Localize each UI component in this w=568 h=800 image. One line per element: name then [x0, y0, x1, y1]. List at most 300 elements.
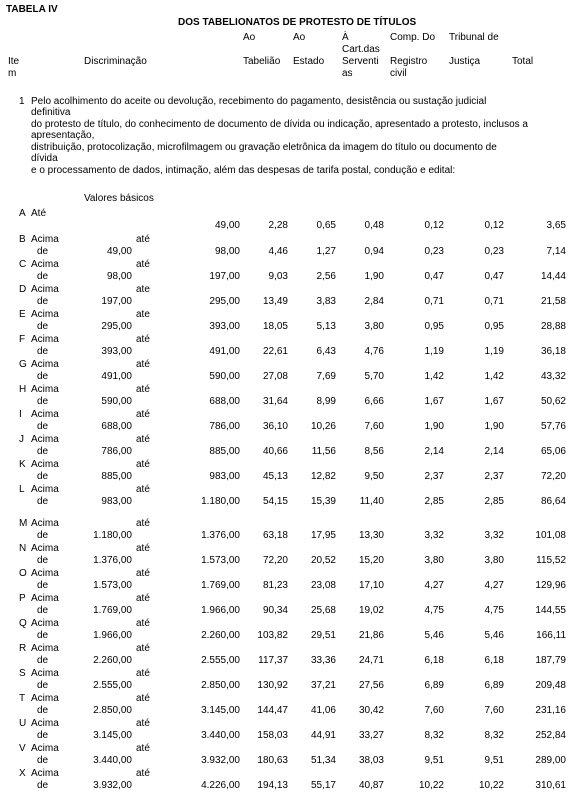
row-label-acima: Acima — [31, 743, 59, 754]
cell-cart: 9,50 — [364, 471, 384, 482]
row-from: 2.850,00 — [93, 705, 132, 716]
cell-total: 65,06 — [540, 446, 566, 457]
cell-tribunal: 1,42 — [484, 371, 504, 382]
cell-estado: 3,83 — [316, 296, 336, 307]
cell-comp: 0,12 — [424, 220, 444, 231]
cell-tabeliao: 130,92 — [257, 680, 288, 691]
cell-tribunal: 9,51 — [484, 755, 504, 766]
row-from: 2.260,00 — [93, 655, 132, 666]
cell-tribunal: 3,80 — [484, 555, 504, 566]
row-label-acima: Acima — [31, 334, 59, 345]
cell-comp: 1,19 — [424, 346, 444, 357]
cell-comp: 5,46 — [424, 630, 444, 641]
row-label-acima: Acima — [31, 484, 59, 495]
row-label-de: de — [37, 296, 49, 307]
cell-total: 57,76 — [540, 421, 566, 432]
header-comp-3: civil — [390, 68, 407, 79]
valores-basicos-label: Valores básicos — [84, 193, 154, 204]
row-from: 1.769,00 — [93, 605, 132, 616]
cell-total: 28,88 — [540, 321, 566, 332]
row-letter: J — [19, 434, 24, 445]
table-title: DOS TABELIONATOS DE PROTESTO DE TÍTULOS — [178, 17, 417, 28]
cell-total: 43,32 — [540, 371, 566, 382]
cell-cart: 8,56 — [364, 446, 384, 457]
cell-comp: 7,60 — [424, 705, 444, 716]
row-label-de: de — [37, 555, 49, 566]
row-from: 1.966,00 — [93, 630, 132, 641]
row-to: 3.145,00 — [201, 705, 240, 716]
row-label-de: de — [37, 680, 49, 691]
description-line-4: apresentação, — [31, 130, 95, 141]
row-from: 393,00 — [101, 346, 132, 357]
row-letter: I — [19, 409, 22, 420]
row-letter: N — [19, 543, 27, 554]
cell-estado: 20,52 — [310, 555, 336, 566]
cell-estado: 11,56 — [311, 446, 336, 457]
row-label-de: de — [37, 421, 49, 432]
cell-total: 21,58 — [540, 296, 566, 307]
cell-tabeliao: 36,10 — [262, 421, 288, 432]
cell-comp: 0,71 — [424, 296, 444, 307]
cell-total: 289,00 — [535, 755, 566, 766]
cell-cart: 2,84 — [364, 296, 384, 307]
row-label-ate: ate — [136, 284, 150, 295]
cell-total: 101,08 — [535, 530, 566, 541]
row-label-de: de — [37, 605, 49, 616]
row-label-ate: até — [136, 768, 150, 779]
row-to: 2.850,00 — [201, 680, 240, 691]
row-letter: K — [19, 459, 26, 470]
row-label-de: de — [37, 271, 49, 282]
cell-total: 14,44 — [540, 271, 566, 282]
row-limit: 49,00 — [214, 220, 240, 231]
row-label-de: de — [37, 780, 49, 791]
description-line-2: definitiva — [31, 107, 71, 118]
row-label-de: de — [37, 630, 49, 641]
cell-estado: 2,56 — [316, 271, 336, 282]
row-label-acima: Acima — [31, 618, 59, 629]
row-label-ate: até — [136, 543, 150, 554]
row-letter: V — [19, 743, 26, 754]
cell-comp: 2,14 — [424, 446, 444, 457]
cell-total: 209,48 — [535, 680, 566, 691]
cell-tabeliao: 72,20 — [262, 555, 288, 566]
row-label-ate: até — [136, 568, 150, 579]
cell-cart: 4,76 — [364, 346, 384, 357]
row-to: 885,00 — [209, 446, 240, 457]
row-label-de: de — [37, 446, 49, 457]
cell-comp: 2,85 — [424, 496, 444, 507]
cell-estado: 1,27 — [316, 246, 336, 257]
row-letter: D — [19, 284, 27, 295]
row-label-acima: Acima — [31, 543, 59, 554]
cell-tribunal: 0,47 — [484, 271, 504, 282]
row-label-acima: Acima — [31, 259, 59, 270]
cell-comp: 4,75 — [424, 605, 444, 616]
row-letter: Q — [19, 618, 27, 629]
header-total: Total — [512, 56, 534, 67]
cell-comp: 3,80 — [424, 555, 444, 566]
row-label-ate: até — [136, 359, 150, 370]
cell-estado: 25,68 — [310, 605, 336, 616]
cell-tribunal: 6,89 — [484, 680, 504, 691]
row-label-de: de — [37, 705, 49, 716]
header-comp-2: Registro — [390, 56, 428, 67]
cell-tribunal: 6,18 — [484, 655, 504, 666]
row-from: 590,00 — [101, 396, 132, 407]
row-to: 590,00 — [209, 371, 240, 382]
row-to: 983,00 — [209, 471, 240, 482]
header-item-2: m — [8, 68, 17, 79]
cell-comp: 1,42 — [424, 371, 444, 382]
header-cart-1: À — [342, 32, 349, 43]
row-from: 49,00 — [106, 246, 132, 257]
cell-cart: 33,27 — [358, 730, 384, 741]
cell-total: 3,65 — [546, 220, 566, 231]
description-line-7: e o processamento de dados, intimação, além das despesas de tarifa postal, condução e edital: — [31, 165, 456, 176]
cell-tabeliao: 144,47 — [257, 705, 288, 716]
item-number: 1 — [19, 96, 25, 107]
cell-comp: 3,32 — [424, 530, 444, 541]
row-to: 2.260,00 — [201, 630, 240, 641]
cell-comp: 0,47 — [424, 271, 444, 282]
cell-cart: 30,42 — [358, 705, 384, 716]
row-label-acima: Acima — [31, 234, 59, 245]
cell-cart: 3,80 — [364, 321, 384, 332]
header-tribunal-1: Tribunal de — [449, 32, 499, 43]
cell-total: 36,18 — [540, 346, 566, 357]
row-label-de: de — [37, 246, 49, 257]
row-letter: S — [19, 668, 26, 679]
row-to: 1.180,00 — [201, 496, 240, 507]
row-label-ate: até — [136, 334, 150, 345]
row-label-de: de — [37, 730, 49, 741]
cell-tabeliao: 117,37 — [258, 655, 288, 666]
description-line-5: distribuição, protocolização, microfilmagem ou gravação eletrônica da imagem do título ou documento de — [31, 142, 497, 153]
header-estado-2: Estado — [293, 56, 325, 67]
cell-total: 86,64 — [540, 496, 566, 507]
cell-estado: 55,17 — [310, 780, 336, 791]
cell-tribunal: 0,71 — [484, 296, 504, 307]
row-label-ate: até — [136, 593, 150, 604]
row-letter: A — [19, 208, 26, 219]
row-letter: L — [19, 484, 25, 495]
header-tabeliao-1: Ao — [243, 32, 256, 43]
header-estado-1: Ao — [293, 32, 306, 43]
row-to: 1.573,00 — [201, 555, 240, 566]
row-to: 491,00 — [209, 346, 240, 357]
cell-estado: 10,26 — [310, 421, 336, 432]
row-label-acima: Acima — [31, 434, 59, 445]
row-label-ate: até — [136, 643, 150, 654]
cell-estado: 41,06 — [310, 705, 336, 716]
cell-cart: 15,20 — [358, 555, 384, 566]
row-letter: G — [19, 359, 27, 370]
cell-tabeliao: 158,03 — [257, 730, 288, 741]
row-label-ate: até — [136, 409, 150, 420]
row-label-acima: Acima — [31, 668, 59, 679]
cell-estado: 51,34 — [310, 755, 336, 766]
row-letter: C — [19, 259, 27, 270]
cell-estado: 17,95 — [310, 530, 336, 541]
row-label-acima: Acima — [31, 718, 59, 729]
cell-cart: 21,86 — [358, 630, 384, 641]
row-label-ate: Até — [31, 208, 47, 219]
row-letter: R — [19, 643, 27, 654]
row-to: 197,00 — [209, 271, 240, 282]
cell-estado: 23,08 — [310, 580, 336, 591]
header-item-1: Ite — [8, 56, 20, 67]
row-letter: E — [19, 309, 26, 320]
row-label-de: de — [37, 471, 49, 482]
cell-tribunal: 4,27 — [484, 580, 504, 591]
cell-estado: 37,21 — [310, 680, 336, 691]
row-to: 688,00 — [209, 396, 240, 407]
cell-tabeliao: 27,08 — [262, 371, 288, 382]
cell-estado: 0,65 — [316, 220, 336, 231]
cell-total: 129,96 — [535, 580, 566, 591]
row-label-ate: ate — [136, 309, 150, 320]
cell-tribunal: 0,95 — [484, 321, 504, 332]
row-label-ate: até — [136, 434, 150, 445]
row-label-acima: Acima — [31, 309, 59, 320]
table-label: TABELA IV — [6, 4, 58, 15]
row-from: 2.555,00 — [93, 680, 132, 691]
cell-comp: 1,90 — [424, 421, 444, 432]
row-label-de: de — [37, 755, 49, 766]
cell-comp: 1,67 — [424, 396, 444, 407]
row-label-ate: até — [136, 459, 150, 470]
cell-tabeliao: 13,49 — [262, 296, 288, 307]
cell-tabeliao: 194,13 — [257, 780, 288, 791]
cell-cart: 11,40 — [359, 496, 384, 507]
row-label-ate: até — [136, 718, 150, 729]
row-to: 1.769,00 — [201, 580, 240, 591]
cell-tribunal: 8,32 — [484, 730, 504, 741]
cell-cart: 1,90 — [364, 271, 384, 282]
cell-tribunal: 1,90 — [484, 421, 504, 432]
row-from: 1.180,00 — [93, 530, 132, 541]
cell-tribunal: 0,23 — [484, 246, 504, 257]
cell-total: 187,79 — [535, 655, 566, 666]
cell-tribunal: 10,22 — [478, 780, 504, 791]
cell-cart: 0,48 — [364, 220, 384, 231]
cell-comp: 6,18 — [424, 655, 444, 666]
cell-tabeliao: 103,82 — [257, 630, 288, 641]
cell-comp: 6,89 — [424, 680, 444, 691]
row-letter: U — [19, 718, 27, 729]
cell-tabeliao: 22,61 — [262, 346, 288, 357]
row-from: 3.145,00 — [93, 730, 132, 741]
cell-estado: 29,51 — [310, 630, 336, 641]
cell-comp: 10,22 — [418, 780, 444, 791]
cell-total: 310,61 — [535, 780, 566, 791]
cell-total: 50,62 — [540, 396, 566, 407]
row-to: 4.226,00 — [201, 780, 240, 791]
row-label-ate: até — [136, 234, 150, 245]
cell-tabeliao: 2,28 — [268, 220, 288, 231]
header-tabeliao-2: Tabelião — [243, 56, 281, 67]
header-discriminacao: Discriminação — [84, 56, 147, 67]
cell-total: 72,20 — [540, 471, 566, 482]
row-from: 3.932,00 — [93, 780, 132, 791]
row-letter: O — [19, 568, 27, 579]
row-to: 1.376,00 — [201, 530, 240, 541]
row-label-ate: até — [136, 384, 150, 395]
row-to: 2.555,00 — [201, 655, 240, 666]
row-to: 295,00 — [209, 296, 240, 307]
cell-total: 7,14 — [546, 246, 566, 257]
row-from: 197,00 — [101, 296, 132, 307]
cell-cart: 24,71 — [358, 655, 384, 666]
cell-estado: 15,39 — [310, 496, 336, 507]
cell-total: 231,16 — [535, 705, 566, 716]
row-to: 1.966,00 — [201, 605, 240, 616]
cell-total: 252,84 — [535, 730, 566, 741]
header-cart-2: Cart.das — [342, 44, 380, 55]
cell-comp: 9,51 — [424, 755, 444, 766]
cell-comp: 2,37 — [424, 471, 444, 482]
cell-cart: 0,94 — [364, 246, 384, 257]
cell-tabeliao: 180,63 — [257, 755, 288, 766]
row-label-acima: Acima — [31, 593, 59, 604]
row-letter: M — [19, 518, 28, 529]
row-letter: H — [19, 384, 27, 395]
row-from: 1.376,00 — [93, 555, 132, 566]
cell-estado: 5,13 — [316, 321, 336, 332]
cell-cart: 40,87 — [358, 780, 384, 791]
row-label-acima: Acima — [31, 643, 59, 654]
row-to: 3.932,00 — [201, 755, 240, 766]
row-label-de: de — [37, 530, 49, 541]
cell-estado: 7,69 — [316, 371, 336, 382]
cell-cart: 7,60 — [364, 421, 384, 432]
cell-tribunal: 0,12 — [484, 220, 504, 231]
row-label-ate: até — [136, 484, 150, 495]
header-tribunal-2: Justiça — [449, 56, 481, 67]
row-to: 98,00 — [214, 246, 240, 257]
row-label-de: de — [37, 371, 49, 382]
cell-tabeliao: 45,13 — [262, 471, 288, 482]
cell-total: 115,52 — [536, 555, 566, 566]
row-letter: P — [19, 593, 26, 604]
cell-tribunal: 1,19 — [484, 346, 504, 357]
row-from: 3.440,00 — [93, 755, 132, 766]
row-from: 688,00 — [101, 421, 132, 432]
row-label-ate: até — [136, 668, 150, 679]
row-from: 491,00 — [101, 371, 132, 382]
cell-total: 166,11 — [536, 630, 566, 641]
cell-cart: 6,66 — [364, 396, 384, 407]
row-label-ate: até — [136, 618, 150, 629]
cell-tribunal: 4,75 — [484, 605, 504, 616]
row-from: 786,00 — [101, 446, 132, 457]
row-from: 885,00 — [101, 471, 132, 482]
cell-tribunal: 2,37 — [484, 471, 504, 482]
description-line-1: Pelo acolhimento do aceite ou devolução, recebimento do pagamento, desistência ou sustação judicial — [31, 96, 487, 107]
header-comp-1: Comp. Do — [390, 32, 436, 43]
row-label-acima: Acima — [31, 768, 59, 779]
cell-comp: 8,32 — [424, 730, 444, 741]
row-from: 98,00 — [106, 271, 132, 282]
cell-tribunal: 2,14 — [484, 446, 504, 457]
cell-tabeliao: 40,66 — [262, 446, 288, 457]
description-line-6: dívida — [31, 153, 58, 164]
row-to: 786,00 — [209, 421, 240, 432]
cell-cart: 5,70 — [364, 371, 384, 382]
cell-tribunal: 3,32 — [484, 530, 504, 541]
cell-comp: 0,95 — [424, 321, 444, 332]
cell-tabeliao: 18,05 — [262, 321, 288, 332]
cell-estado: 44,91 — [310, 730, 336, 741]
row-label-acima: Acima — [31, 359, 59, 370]
row-letter: X — [19, 768, 26, 779]
row-label-acima: Acima — [31, 384, 59, 395]
row-from: 983,00 — [101, 496, 132, 507]
cell-tabeliao: 81,23 — [262, 580, 288, 591]
row-label-acima: Acima — [31, 284, 59, 295]
cell-tabeliao: 90,34 — [262, 605, 288, 616]
header-cart-4: as — [342, 68, 353, 79]
cell-estado: 33,36 — [310, 655, 336, 666]
cell-estado: 12,82 — [310, 471, 336, 482]
row-label-de: de — [37, 580, 49, 591]
row-label-acima: Acima — [31, 568, 59, 579]
cell-cart: 17,10 — [358, 580, 384, 591]
cell-tribunal: 2,85 — [484, 496, 504, 507]
cell-tabeliao: 9,03 — [268, 271, 288, 282]
row-to: 3.440,00 — [201, 730, 240, 741]
cell-cart: 13,30 — [358, 530, 384, 541]
row-label-de: de — [37, 321, 49, 332]
row-label-acima: Acima — [31, 409, 59, 420]
row-label-ate: até — [136, 518, 150, 529]
cell-tribunal: 1,67 — [484, 396, 504, 407]
cell-tabeliao: 4,46 — [268, 246, 288, 257]
cell-tribunal: 7,60 — [484, 705, 504, 716]
cell-cart: 19,02 — [358, 605, 384, 616]
row-label-ate: até — [136, 259, 150, 270]
row-label-acima: Acima — [31, 693, 59, 704]
row-label-de: de — [37, 346, 49, 357]
cell-tabeliao: 54,15 — [262, 496, 288, 507]
cell-tabeliao: 31,64 — [262, 396, 288, 407]
cell-total: 144,55 — [535, 605, 566, 616]
cell-estado: 8,99 — [316, 396, 336, 407]
row-from: 1.573,00 — [93, 580, 132, 591]
cell-tabeliao: 63,18 — [262, 530, 288, 541]
row-letter: T — [19, 693, 26, 704]
description-line-3: do protesto de título, do conhecimento de documento de dívida ou indicação, apresentado a protesto, inclusos a — [31, 119, 528, 130]
cell-estado: 6,43 — [316, 346, 336, 357]
cell-comp: 4,27 — [424, 580, 444, 591]
cell-cart: 27,56 — [358, 680, 384, 691]
header-cart-3: Serventi — [342, 56, 379, 67]
row-from: 295,00 — [101, 321, 132, 332]
cell-tribunal: 5,46 — [484, 630, 504, 641]
row-label-de: de — [37, 655, 49, 666]
row-label-de: de — [37, 396, 49, 407]
row-label-ate: até — [136, 693, 150, 704]
row-letter: B — [19, 234, 26, 245]
cell-comp: 0,23 — [424, 246, 444, 257]
row-letter: F — [19, 334, 26, 345]
row-label-acima: Acima — [31, 459, 59, 470]
row-label-de: de — [37, 496, 49, 507]
row-to: 393,00 — [209, 321, 240, 332]
cell-cart: 38,03 — [358, 755, 384, 766]
row-label-ate: até — [136, 743, 150, 754]
